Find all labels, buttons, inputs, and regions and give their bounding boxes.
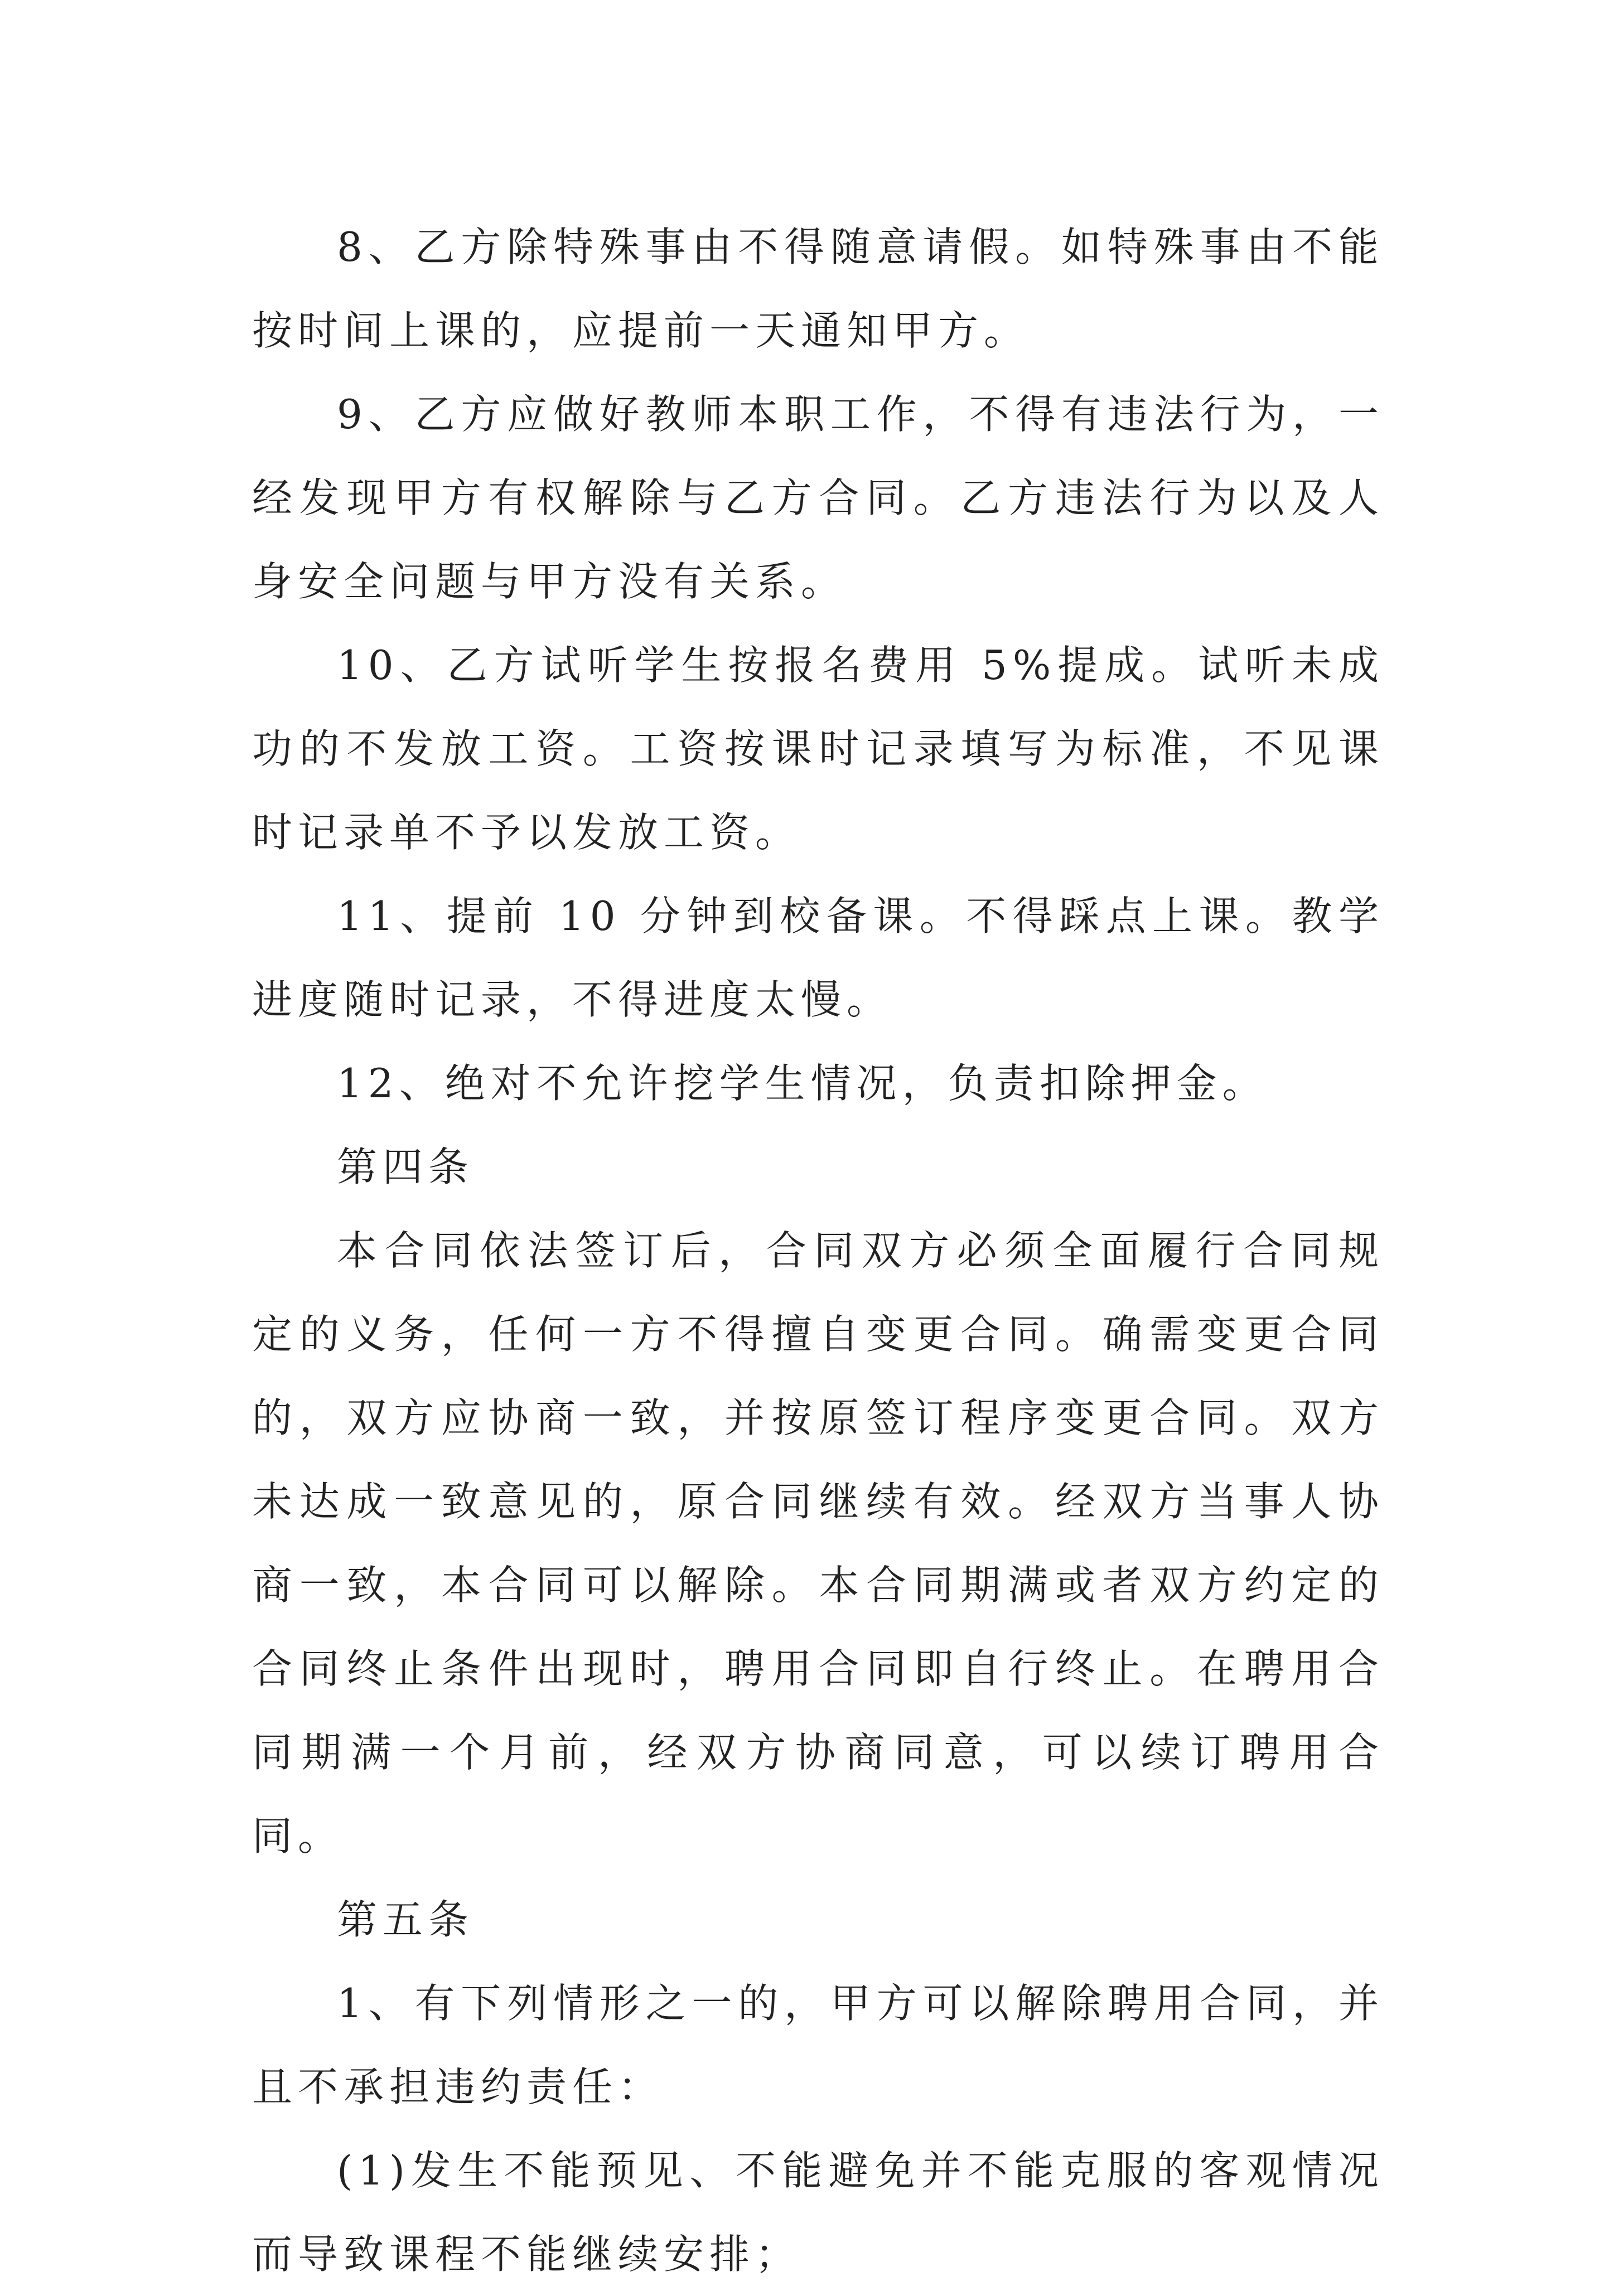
article-4-paragraph: 本合同依法签订后，合同双方必须全面履行合同规定的义务，任何一方不得擅自变更合同。确需变更合同的，双方应协商一致，并按原签订程序变更合同。双方未达成一致意见的，原合同继续有效。经双方当事人协商一致，本合同可以解除。本合同期满或者双方约定的合同终止条件出现时，聘用合同即自行终止。在聘用合同期满一个月前，经双方协商同意，可以续订聘用合同。: [252, 1227, 1384, 1859]
article-5-item-1-paragraph: 1、有下列情形之一的，甲方可以解除聘用合同，并且不承担违约责任：: [252, 1980, 1384, 2110]
clause-11-paragraph: 11、提前 10 分钟到校备课。不得踩点上课。教学进度随时记录，不得进度太慢。: [252, 893, 1384, 1023]
article-5-heading: 第五条: [337, 1896, 475, 1943]
article-5-subitem-1-paragraph: (1)发生不能预见、不能避免并不能克服的客观情况而导致课程不能继续安排；: [252, 2147, 1384, 2278]
clause-9-paragraph: 9、乙方应做好教师本职工作，不得有违法行为，一经发现甲方有权解除与乙方合同。乙方违法行为以及人身安全问题与甲方没有关系。: [252, 391, 1384, 605]
document-body: [252, 205, 1384, 2296]
clause-10-paragraph: 10、乙方试听学生按报名费用 5%提成。试听未成功的不发放工资。工资按课时记录填写为标准，不见课时记录单不予以发放工资。: [252, 642, 1384, 856]
clause-12-paragraph: 12、绝对不允许挖学生情况，负责扣除押金。: [337, 1060, 1268, 1107]
clause-8-paragraph: 8、乙方除特殊事由不得随意请假。如特殊事由不能按时间上课的，应提前一天通知甲方。: [252, 224, 1384, 354]
article-4-heading: 第四条: [337, 1144, 475, 1190]
